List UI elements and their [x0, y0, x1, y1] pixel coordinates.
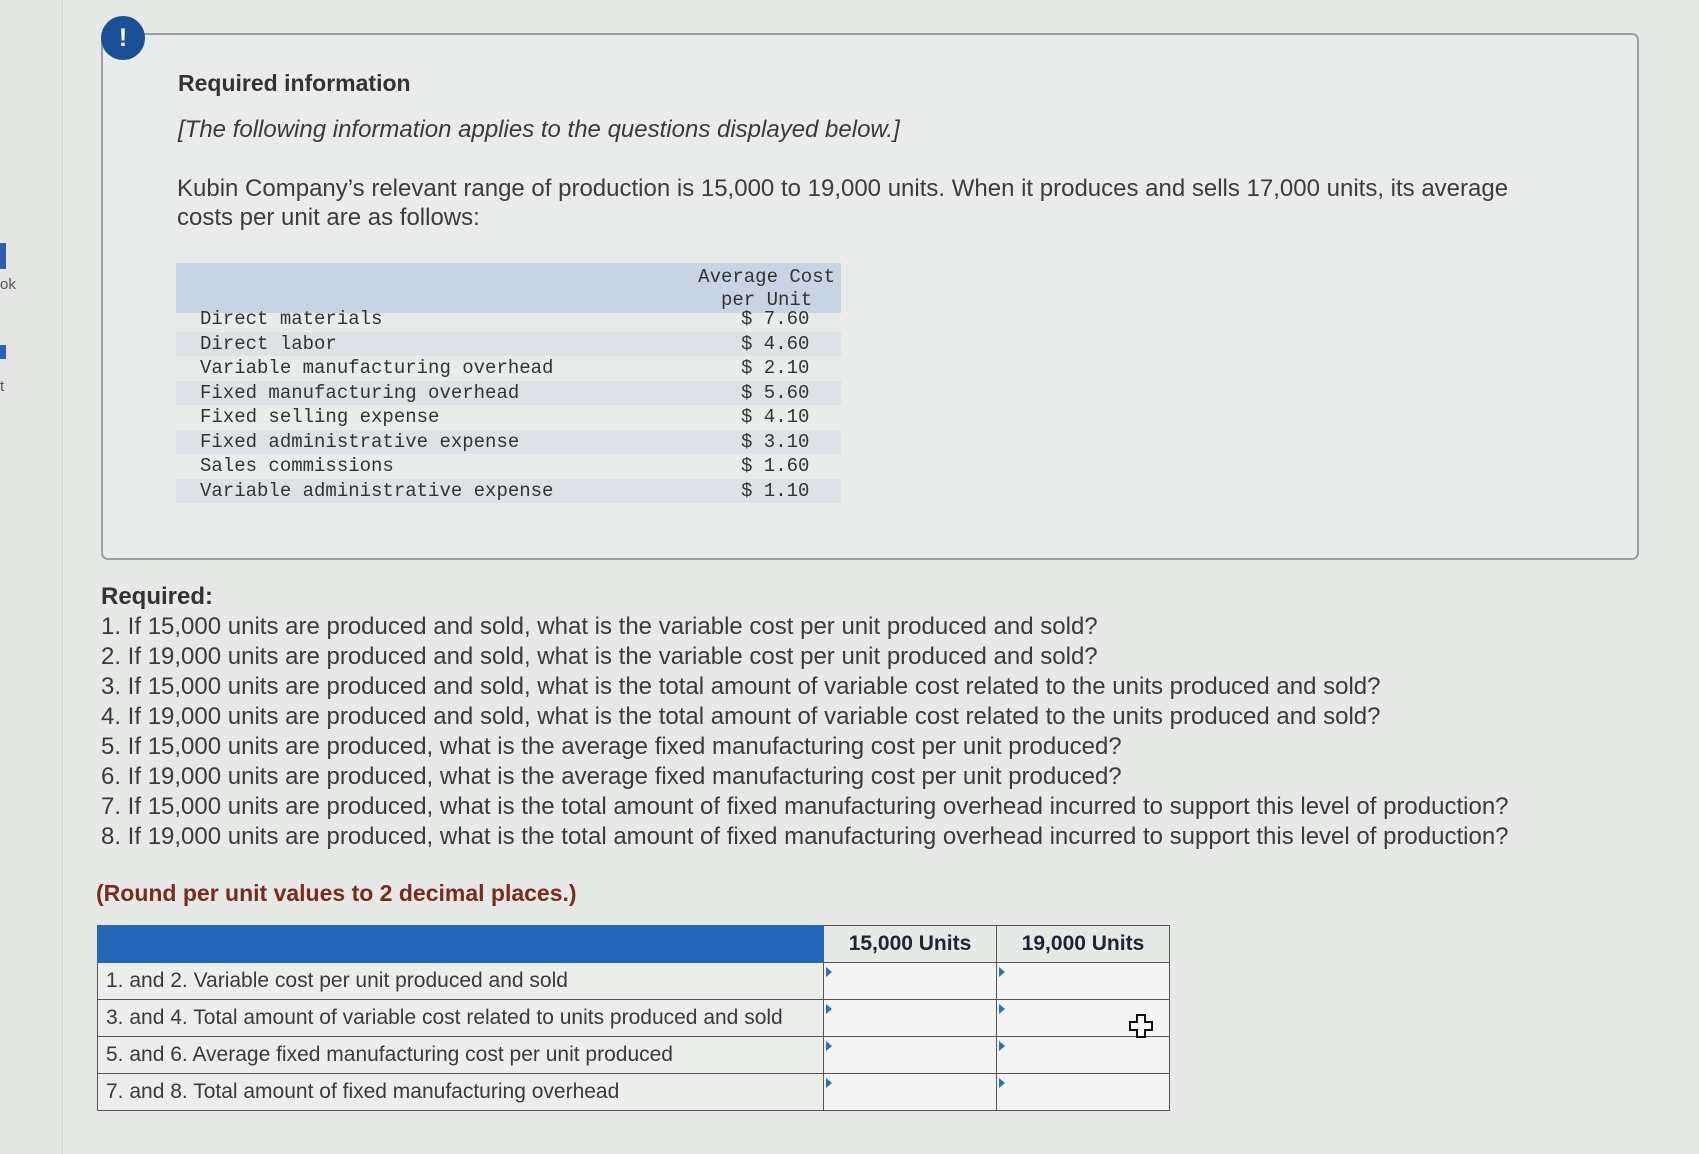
answer-cell-19000[interactable]: [997, 1037, 1170, 1074]
answer-input[interactable]: [824, 1001, 996, 1035]
answer-row: [98, 1037, 1170, 1074]
answer-row: [98, 1000, 1170, 1037]
cost-label: Direct labor: [200, 332, 337, 355]
alert-icon: !: [101, 16, 145, 60]
answer-row-label: 7. and 8. Total amount of fixed manufacturing overhead: [98, 1074, 824, 1111]
answer-row: [98, 963, 1170, 1000]
required-section: [101, 582, 1509, 852]
cost-label: Variable manufacturing overhead: [200, 357, 554, 379]
cost-label: Sales commissions: [200, 455, 394, 477]
cost-row: [176, 381, 841, 406]
question-item: 1. If 15,000 units are produced and sold, what is the variable cost per unit produced and sold?: [101, 613, 1098, 640]
answer-input[interactable]: [824, 964, 996, 998]
required-title: Required:: [101, 583, 214, 610]
cost-value: $ 2.10: [741, 357, 810, 379]
cost-row: [176, 405, 841, 430]
average-cost-table: [176, 263, 841, 503]
cost-row: [176, 430, 841, 455]
answer-input[interactable]: [824, 1075, 996, 1109]
rounding-instruction: (Round per unit values to 2 decimal places.): [96, 880, 577, 906]
question-item: 6. If 19,000 units are produced, what is the average fixed manufacturing cost per unit produced?: [101, 763, 1122, 790]
sidebar-marker: [0, 243, 6, 269]
sidebar-snippet-1[interactable]: ok: [0, 276, 16, 293]
answer-table-header: [98, 926, 1170, 963]
question-item: 8. If 19,000 units are produced, what is the total amount of fixed manufacturing overhead incurred to support this level of production?: [101, 823, 1509, 850]
cost-label: Fixed manufacturing overhead: [200, 381, 520, 404]
answer-row-label: 1. and 2. Variable cost per unit produced and sold: [98, 963, 824, 1000]
question-item: 3. If 15,000 units are produced and sold, what is the total amount of variable cost related to the units produced and sold?: [101, 673, 1381, 700]
cost-row: [176, 479, 841, 504]
answer-cell-15000[interactable]: [824, 963, 997, 1000]
answer-row-label: 3. and 4. Total amount of variable cost related to units produced and sold: [98, 1000, 824, 1037]
cost-table-header: [176, 263, 841, 313]
cost-value: $ 5.60: [741, 381, 810, 404]
mouse-cursor-icon: [1128, 1013, 1154, 1039]
cost-value: $ 7.60: [741, 308, 810, 330]
cost-header-line-2: per Unit: [720, 289, 813, 311]
question-item: 2. If 19,000 units are produced and sold, what is the variable cost per unit produced and sold?: [101, 643, 1098, 670]
cost-row: [176, 356, 841, 381]
sidebar-snippet-2[interactable]: t: [0, 378, 5, 395]
answer-input[interactable]: [997, 964, 1169, 998]
question-item: 5. If 15,000 units are produced, what is the average fixed manufacturing cost per unit produced?: [101, 733, 1122, 760]
cost-value: $ 4.10: [741, 406, 810, 428]
answer-header-blank: [98, 926, 824, 963]
cost-value: $ 4.60: [741, 332, 810, 355]
cost-value: $ 3.10: [741, 430, 810, 453]
sidebar-marker: [0, 345, 6, 359]
cost-column-header: [698, 266, 835, 312]
question-item: 7. If 15,000 units are produced, what is the total amount of fixed manufacturing overhead incurred to support this level of production?: [101, 793, 1509, 820]
answer-table: [97, 925, 1170, 1111]
cost-header-line-1: Average Cost: [698, 266, 835, 288]
answer-row: [98, 1074, 1170, 1111]
cost-row: [176, 307, 841, 332]
col-19000-units: 19,000 Units: [997, 926, 1170, 963]
cost-label: Variable administrative expense: [200, 479, 554, 502]
cost-value: $ 1.10: [741, 479, 810, 502]
left-sidebar-edge: [0, 0, 63, 1154]
panel-title: Required information: [178, 70, 411, 96]
cost-label: Direct materials: [200, 308, 383, 330]
answer-cell-15000[interactable]: [824, 1037, 997, 1074]
cost-label: Fixed administrative expense: [200, 430, 520, 453]
question-item: 4. If 19,000 units are produced and sold, what is the total amount of variable cost related to the units produced and sold?: [101, 703, 1381, 730]
answer-cell-19000[interactable]: [997, 963, 1170, 1000]
answer-row-label: 5. and 6. Average fixed manufacturing cost per unit produced: [98, 1037, 824, 1074]
col-15000-units: 15,000 Units: [824, 926, 997, 963]
answer-input[interactable]: [997, 1075, 1169, 1109]
cost-row: [176, 332, 841, 357]
answer-cell-15000[interactable]: [824, 1074, 997, 1111]
answer-cell-19000[interactable]: [997, 1074, 1170, 1111]
answer-cell-15000[interactable]: [824, 1000, 997, 1037]
intro-text: Kubin Company’s relevant range of production is 15,000 to 19,000 units. When it produces and sells 17,000 units, its average costs per unit are as follows:: [177, 175, 1509, 231]
cost-value: $ 1.60: [741, 455, 810, 477]
cost-row: [176, 454, 841, 479]
answer-input[interactable]: [824, 1038, 996, 1072]
applies-note: [The following information applies to the questions displayed below.]: [178, 116, 900, 143]
cost-label: Fixed selling expense: [200, 406, 440, 428]
answer-input[interactable]: [997, 1038, 1169, 1072]
